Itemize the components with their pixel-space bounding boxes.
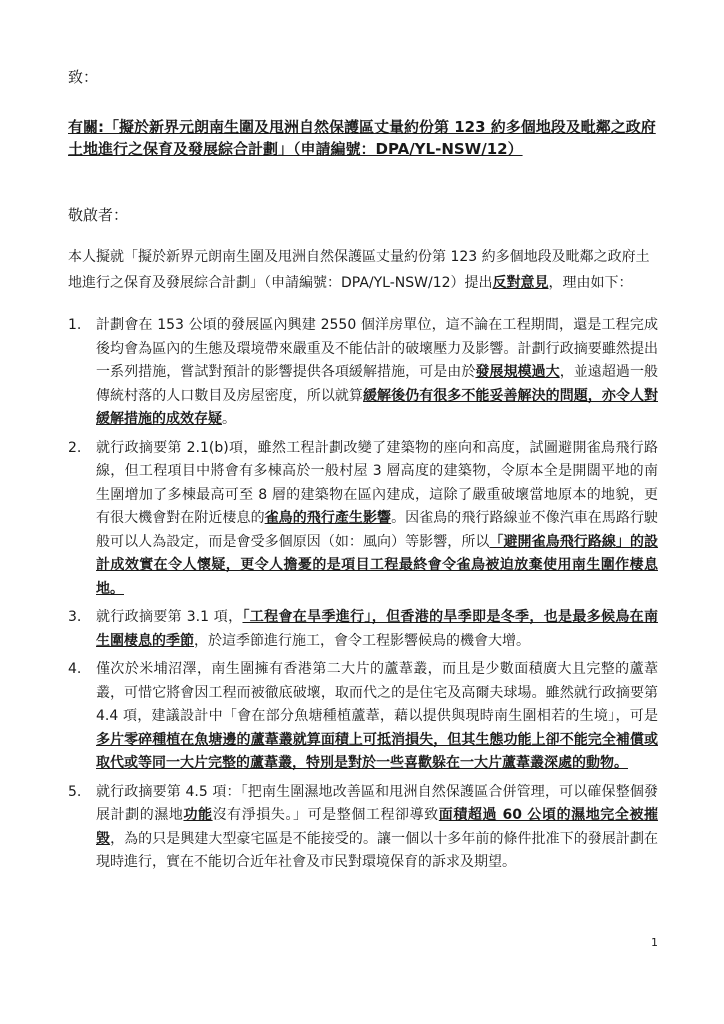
list-item [68, 658, 658, 776]
item-number: 2. [68, 439, 82, 456]
list-item [68, 437, 658, 602]
emphasized-text: 「工程會在旱季進行」，但香港的旱季即是冬季，也是最多候鳥在南生圍棲息的季節 [96, 609, 659, 649]
item-number: 5. [68, 783, 82, 800]
subject-title: 「擬於新界元朗南生圍及甩洲自然保護區丈量約份第 123 約多個地段及毗鄰之政府土地進行之保育及發展綜合計劃」 [68, 118, 656, 158]
recipient-line: 致： [68, 68, 99, 86]
item-text: 就行政摘要第 4.5 項：「把南生圍濕地改善區和甩洲自然保護區合併管理，可以確保整個發展計劃的濕地 [96, 783, 658, 823]
item-text: 。 [222, 411, 236, 427]
greeting: 敬啟者： [68, 206, 129, 224]
item-text: 僅次於米埔沼澤，南生圍擁有香港第二大片的蘆葦叢，而且是少數面積廣大且完整的蘆葦叢，可惜它將會因工程而被徹底破壞，取而代之的是住宅及高爾夫球場。雖然就行政摘要第 4.4 項，建議設計中「會在部分魚塘種植蘆葦，藉以提供與現時南生圍相若的生境」，可是 [96, 661, 658, 724]
objection-list [68, 314, 658, 880]
emphasized-text: 面積超過 60 公頃的濕地完全被摧毀 [96, 807, 659, 847]
list-item [68, 781, 658, 875]
emphasized-text: 「避開雀鳥飛行路線」的設計成效實在令人懷疑，更令人擔憂的是項目工程最終會令雀鳥被迫放棄使用南生圍作棲息地。 [96, 533, 659, 597]
page-number: 1 [651, 936, 658, 949]
list-item [68, 314, 658, 432]
item-number: 1. [68, 317, 82, 333]
item-text: ，並遠超過一般傳統村落的人口數目及房屋密度，所以就算 [96, 364, 659, 404]
item-number: 4. [68, 661, 82, 677]
item-text: ，於這季節進行施工，會令工程影響候鳥的機會大增。 [194, 632, 530, 649]
item-text: 沒有淨損失。」可是整個工程卻導致 [212, 807, 439, 823]
emphasized-text: 多片零碎種植在魚塘邊的蘆葦叢就算面積上可抵消損失，但其生態功能上卻不能完全補償或取代或等同一大片完整的蘆葦叢，特別是對於一些喜歡躲在一大片蘆葦叢深處的動物。 [96, 731, 658, 771]
item-text: 就行政摘要第 3.1 項， [96, 609, 243, 625]
emphasized-text: 功能 [183, 807, 213, 823]
intro-text-end: ，理由如下： [548, 275, 633, 291]
emphasized-text: 雀鳥的飛行產生影響 [264, 510, 392, 526]
subject-heading [68, 116, 660, 160]
intro-paragraph [68, 244, 658, 296]
intro-text: 本人擬就「擬於新界元朗南生圍及甩洲自然保護區丈量約份第 123 約多個地段及毗鄰之政府土地進行之保育及發展綜合計劃」（申請編號：DPA/YL-NSW/12）提出 [68, 249, 650, 291]
intro-emphasis: 反對意見 [492, 275, 549, 291]
application-number: （申請編號：DPA/YL-NSW/12） [293, 140, 523, 158]
item-text: 。因雀鳥的飛行路線並不像汽車在馬路行駛般可以人為設定，而是會受多個原因（如：風向）等影響，所以 [96, 510, 659, 550]
emphasized-text: 發展規模過大 [475, 364, 560, 380]
list-item [68, 606, 658, 653]
item-text: 計劃會在 153 公頃的發展區內興建 2550 個洋房單位，這不論在工程期間，還是工程完成後均會為區內的生態及環境帶來嚴重及不能估計的破壞壓力及影響。計劃行政摘要雖然提出一系列措施，嘗試對預計的影響提供各項緩解措施，可是由於 [96, 317, 658, 380]
item-number: 3. [68, 609, 82, 625]
item-text: 就行政摘要第 2.1(b)項，雖然工程計劃改變了建築物的座向和高度，試圖避開雀鳥飛行路線，但工程項目中將會有多棟高於一般村屋 3 層高度的建築物，令原本全是開闊平地的南生圍增加了多棟最高可至 8 層的建築物在區內建成，這除了嚴重破壞當地原本的地貌，更有很大機會對在附近棲息的 [96, 439, 658, 526]
subject-prefix: 有關: [68, 118, 104, 136]
emphasized-text: 緩解後仍有很多不能妥善解決的問題，亦令人對緩解措施的成效存疑 [96, 387, 659, 427]
item-text: ，為的只是興建大型豪宅區是不能接受的。讓一個以十多年前的條件批准下的發展計劃在現時進行，實在不能切合近年社會及市民對環境保育的訴求及期望。 [96, 830, 659, 870]
